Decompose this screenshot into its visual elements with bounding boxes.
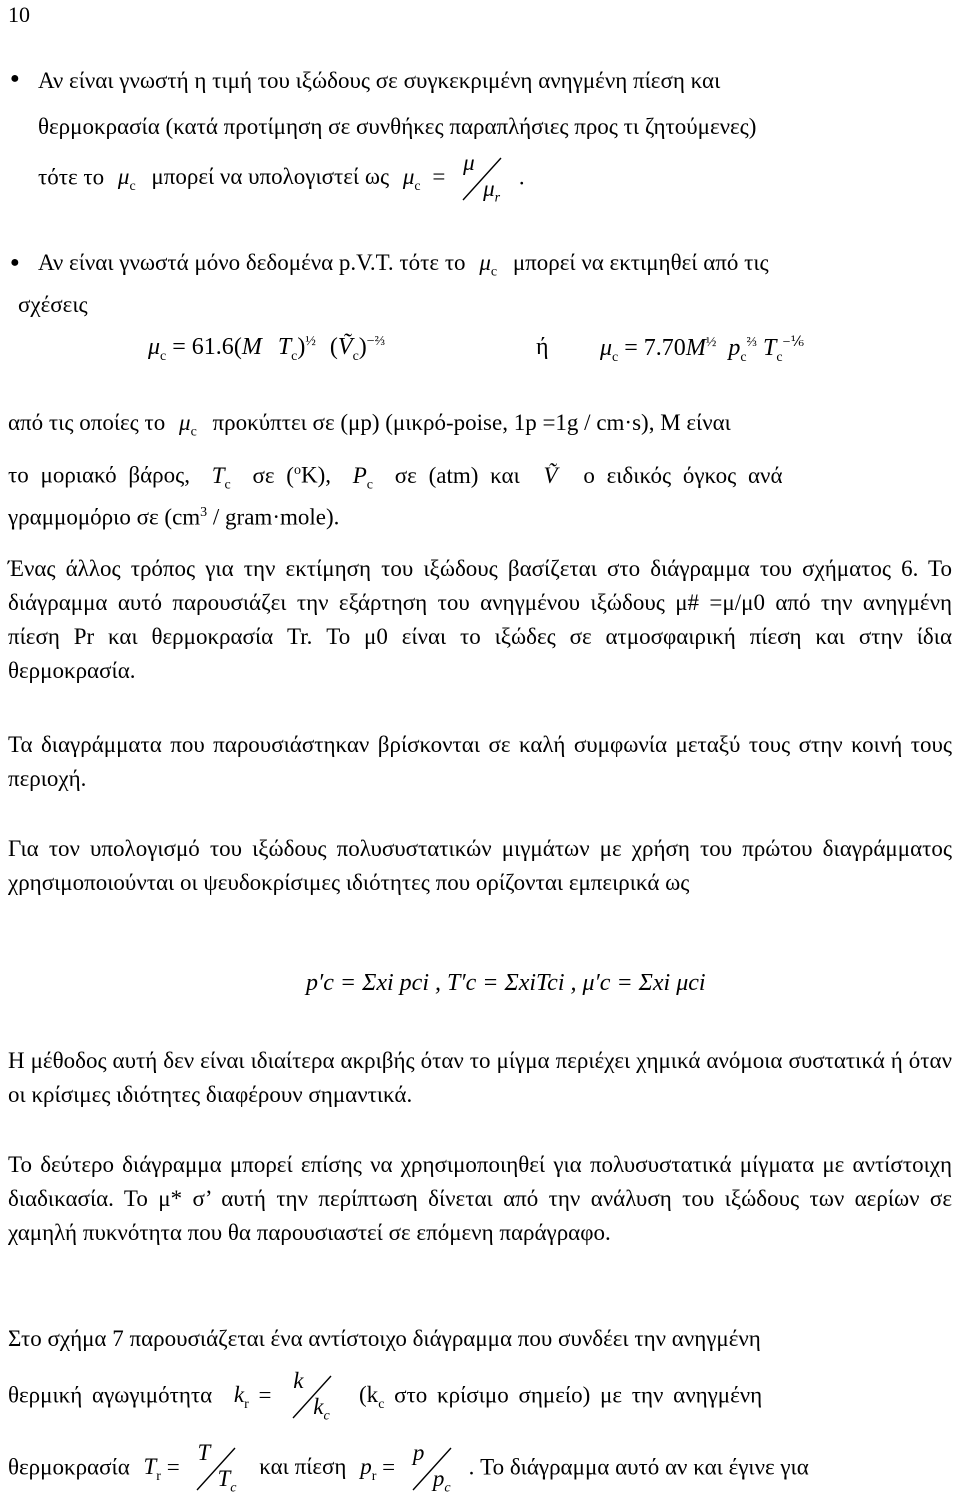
text-line: από τις οποίες το $\mu_c$ προκύπτει σε (μp) (μικρό-poise, 1p =1g / cm·s), M είναι	[8, 410, 731, 440]
paragraph-mixtures: Για τον υπολογισμό του ιξώδους πολυσυστατικών μιγμάτων με χρήση του πρώτου διαγράμματος χρησιμοποιούνται οι ψευδοκρίσιμες ιδιότητες που ορίζονται εμπειρικά ως	[8, 836, 952, 895]
or-word: ή	[536, 334, 549, 360]
text-line: σχέσεις	[18, 292, 88, 317]
fraction-slash	[281, 1372, 343, 1422]
text-line: Στο σχήμα 7 παρουσιάζεται ένα αντίστοιχο διάγραμμα που συνδέει την ανηγμένη	[8, 1326, 761, 1351]
mixture-rules-equation: p′c = Σxi pci , T′c = ΣxiTci , μ′c = Σxi μci	[306, 970, 706, 996]
bullet-dot-icon: ●	[10, 70, 20, 87]
text-line: Αν είναι γνωστή η τιμή του ιξώδους σε συγκεκριμένη ανηγμένη πίεση και	[38, 68, 721, 93]
fraction-t-over-tc: T $T_c$	[185, 1444, 247, 1494]
fraction-slash	[451, 154, 513, 204]
text-line: γραμμομόριο σε ($cm^3$ / gram·mole).	[8, 504, 340, 530]
text-line: θερμοκρασία $T_r$ = T $T_c$ και πίεση $p_r$ = p $p_c$ . Το διάγραμμα αυτό αν και έγινε για	[8, 1440, 809, 1496]
paragraph-accuracy: Η μέθοδος αυτή δεν είναι ιδιαίτερα ακριβής όταν το μίγμα περιέχει χημικά ανόμοια συστατικά ή όταν οι κρίσιμες ιδιότητες διαφέρουν σημαντικά.	[8, 1048, 952, 1107]
fraction-slash	[185, 1444, 247, 1494]
fraction-slash	[401, 1444, 463, 1494]
bullet-dot-icon: ●	[10, 254, 20, 271]
text-line: Αν είναι γνωστά μόνο δεδομένα p.V.T. τότε το $\mu_c$ μπορεί να εκτιμηθεί από τις	[38, 250, 769, 280]
text-line: θερμική αγωγιμότητα $k_r$ = k $k_c$ ($k_c$ στο κρίσιμο σημείο) με την ανηγμένη	[8, 1368, 763, 1424]
fraction-mu-over-mur: μ $\mu_r$	[451, 154, 513, 204]
page-number: 10	[8, 2, 30, 27]
text-line: το μοριακό βάρος, $T_c$ σε ($^o$K), $P_c$ σε (atm) και Ṽ ο ειδικός όγκος ανά	[8, 462, 783, 493]
paragraph-agreement: Τα διαγράμματα που παρουσιάστηκαν βρίσκονται σε καλή συμφωνία μεταξύ τους στην κοινή τους περιοχή.	[8, 732, 952, 791]
formula-line-2: $\mu_c = 7.70M^{\frac{1}{2}}$ $p_c^{\frac{2}{3}}$ $T_c^{-\frac{1}{6}}$	[600, 335, 805, 365]
text-line: θερμοκρασία (κατά προτίμηση σε συνθήκες παραπλήσιες προς τι ζητούμενες)	[38, 114, 757, 139]
text-line: τότε το $\mu_c$ μπορεί να υπολογιστεί ως $\mu_c$ = μ $\mu_r$ .	[38, 150, 525, 206]
fraction-k-over-kc: k $k_c$	[281, 1372, 343, 1422]
fraction-p-over-pc: p $p_c$	[401, 1444, 463, 1494]
formula-line-1: $\mu_c = 61.6(M$ $T_c)^{\frac{1}{2}}$ (Ṽ$_c$)$^{-\frac{2}{3}}$	[148, 334, 386, 364]
paragraph-reduced-viscosity: Ένας άλλος τρόπος για την εκτίμηση του ιξώδους βασίζεται στο διάγραμμα του σχήματος 6. Το διάγραμμα αυτό παρουσιάζει την εξάρτηση του ανηγμένου ιξώδους μ# =μ/μ0 από την ανηγμένη πίεση Pr και θερμοκρασία Tr. Το μ0 είναι το ιξώδες σε ατμοσφαιρική πίεση και στην ίδια θερμοκρασία.	[8, 556, 952, 683]
paragraph-second-diagram: Το δεύτερο διάγραμμα μπορεί επίσης να χρησιμοποιηθεί για πολυσυστατικά μίγματα με αντίστοιχη διαδικασία. Το μ* σ’ αυτή την περίπτωση δίνεται από την ανάλυση του ιξώδους των αερίων σε χαμηλή πυκνότητα που θα παρουσιαστεί σε επόμενη παράγραφο.	[8, 1152, 952, 1245]
